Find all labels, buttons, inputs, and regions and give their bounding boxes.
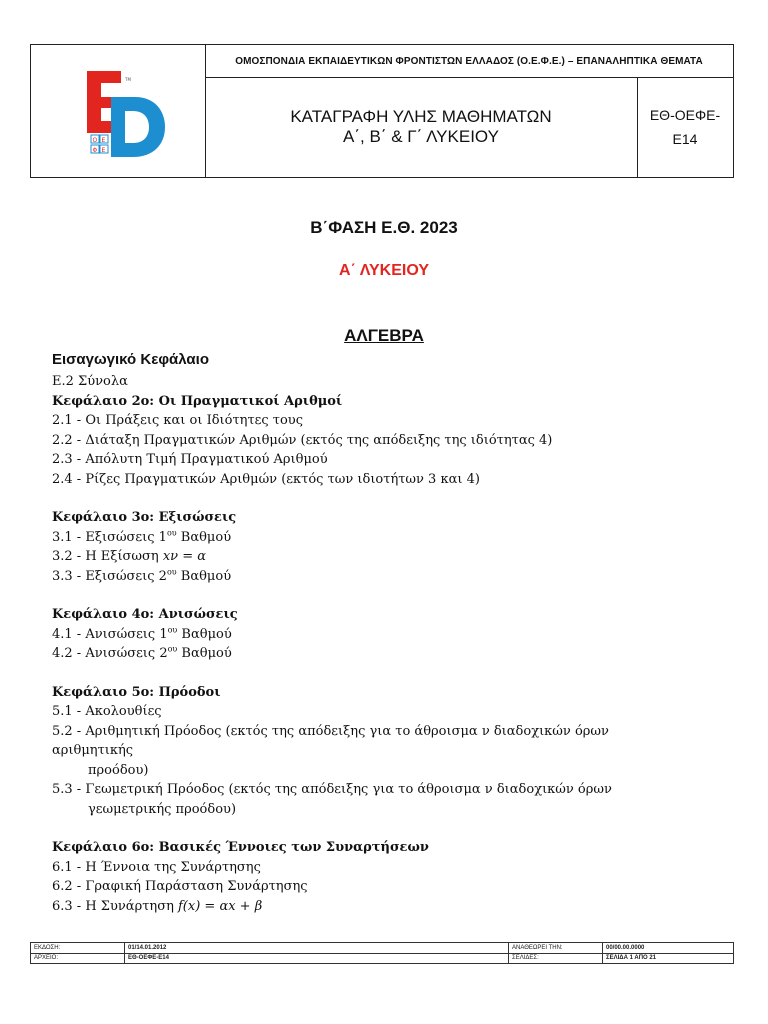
code-line-2: Ε14	[672, 131, 698, 147]
list-item: 5.3 - Γεωμετρική Πρόοδος (εκτός της απόδειξης για το άθροισμα ν διαδοχικών όρων γεωμετρικής προόδου)	[52, 782, 612, 817]
list-item: 2.4 - Ρίζες Πραγματικών Αριθμών (εκτός των ιδιοτήτων 3 και 4)	[52, 471, 480, 487]
organization-name: ΟΜΟΣΠΟΝΔΙΑ ΕΚΠΑΙΔΕΥΤΙΚΩΝ ΦΡΟΝΤΙΣΤΩΝ ΕΛΛΑΔΟΣ (Ο.Ε.Φ.Ε.) – ΕΠΑΝΑΛΗΠΤΙΚΑ ΘΕΜΑΤΑ	[205, 45, 733, 78]
list-item: 2.1 - Οι Πράξεις και οι Ιδιότητες τους	[52, 413, 303, 428]
svg-text:Ο: Ο	[92, 137, 98, 144]
document-title	[205, 77, 638, 177]
list-item: 4.2 - Ανισώσεις $2^{o\upsilon}$ Βαθμού	[52, 644, 232, 661]
footer-label: ΑΡΧΕΙΟ:	[31, 953, 125, 963]
list-item: 6.2 - Γραφική Παράσταση Συνάρτησης	[52, 879, 308, 894]
chapter-5-heading: Κεφάλαιο 5ο: Πρόοδοι	[52, 684, 221, 700]
footer-value: 01/14.01.2012	[125, 943, 509, 953]
oefe-logo	[77, 67, 167, 167]
logo-cell	[31, 45, 206, 177]
list-item: 4.1 - Ανισώσεις $1^{o\upsilon}$ Βαθμού	[52, 625, 232, 642]
document-header	[30, 44, 734, 178]
chapter-4-heading: Κεφάλαιο 4ο: Ανισώσεις	[52, 607, 238, 622]
list-item: 3.1 - Εξισώσεις $1^{o\upsilon}$ Βαθμού	[52, 528, 232, 545]
list-item: Ε.2 Σύνολα	[52, 374, 128, 389]
subject-heading: ΑΛΓΕΒΡΑ	[344, 326, 424, 345]
list-item: 6.1 - Η Έννοια της Συνάρτησης	[52, 859, 261, 875]
list-item: 2.2 - Διάταξη Πραγματικών Αριθμών (εκτός της απόδειξης της ιδιότητας 4)	[52, 432, 553, 448]
svg-text:Ε: Ε	[101, 137, 106, 144]
footer-label: ΣΕΛΙΔΕΣ:	[509, 953, 603, 963]
list-item: 3.2 - Η Εξίσωση xν = α	[52, 549, 206, 564]
footer-label: ΕΚΔΟΣΗ:	[31, 943, 125, 953]
title-line-2: Α΄, Β΄ & Γ΄ ΛΥΚΕΙΟΥ	[343, 127, 499, 146]
title-line-1: ΚΑΤΑΓΡΑΦΗ ΥΛΗΣ ΜΑΘΗΜΑΤΩΝ	[290, 107, 552, 126]
intro-chapter-heading: Εισαγωγικό Κεφάλαιο	[52, 351, 209, 368]
list-item: 5.2 - Αριθμητική Πρόοδος (εκτός της απόδειξης για το άθροισμα ν διαδοχικών όρων αριθμητικής προόδου)	[52, 723, 609, 778]
syllabus-content	[52, 346, 732, 916]
list-item: 5.1 - Ακολουθίες	[52, 704, 162, 719]
list-item: 6.3 - Η Συνάρτηση f(x) = αx + β	[52, 898, 263, 914]
grade-heading: Α΄ ΛΥΚΕΙΟΥ	[339, 262, 429, 279]
document-code	[637, 77, 733, 177]
chapter-3-heading: Κεφάλαιο 3ο: Εξισώσεις	[52, 510, 237, 525]
footer-value: ΣΕΛΙΔΑ 1 ΑΠΟ 21	[606, 955, 657, 961]
list-item: 3.3 - Εξισώσεις $2^{o\upsilon}$ Βαθμού	[52, 567, 232, 584]
phase-heading: Β΄ΦΑΣΗ Ε.Θ. 2023	[310, 218, 458, 237]
svg-text:Ε: Ε	[101, 147, 106, 154]
footer-label: ΑΝΑΘΕΩΡΕΙ ΤΗΝ:	[509, 943, 603, 953]
code-line-1: ΕΘ-ΟΕΦΕ-	[649, 107, 721, 123]
equation: f(x) = αx + β	[178, 898, 263, 914]
svg-text:TM: TM	[125, 77, 131, 82]
footer-value: 00/00.00.0000	[606, 945, 645, 951]
equation: xν = α	[162, 549, 206, 564]
svg-text:Φ: Φ	[92, 147, 98, 154]
chapter-6-heading: Κεφάλαιο 6ο: Βασικές Έννοιες των Συναρτήσεων	[52, 840, 429, 855]
chapter-2-heading: Κεφάλαιο 2ο: Οι Πραγματικοί Αριθμοί	[52, 393, 343, 409]
footer-value: ΕΘ-ΟΕΦΕ-Ε14	[125, 953, 509, 963]
list-item: 2.3 - Απόλυτη Τιμή Πραγματικού Αριθμού	[52, 452, 328, 467]
document-footer	[30, 942, 734, 964]
